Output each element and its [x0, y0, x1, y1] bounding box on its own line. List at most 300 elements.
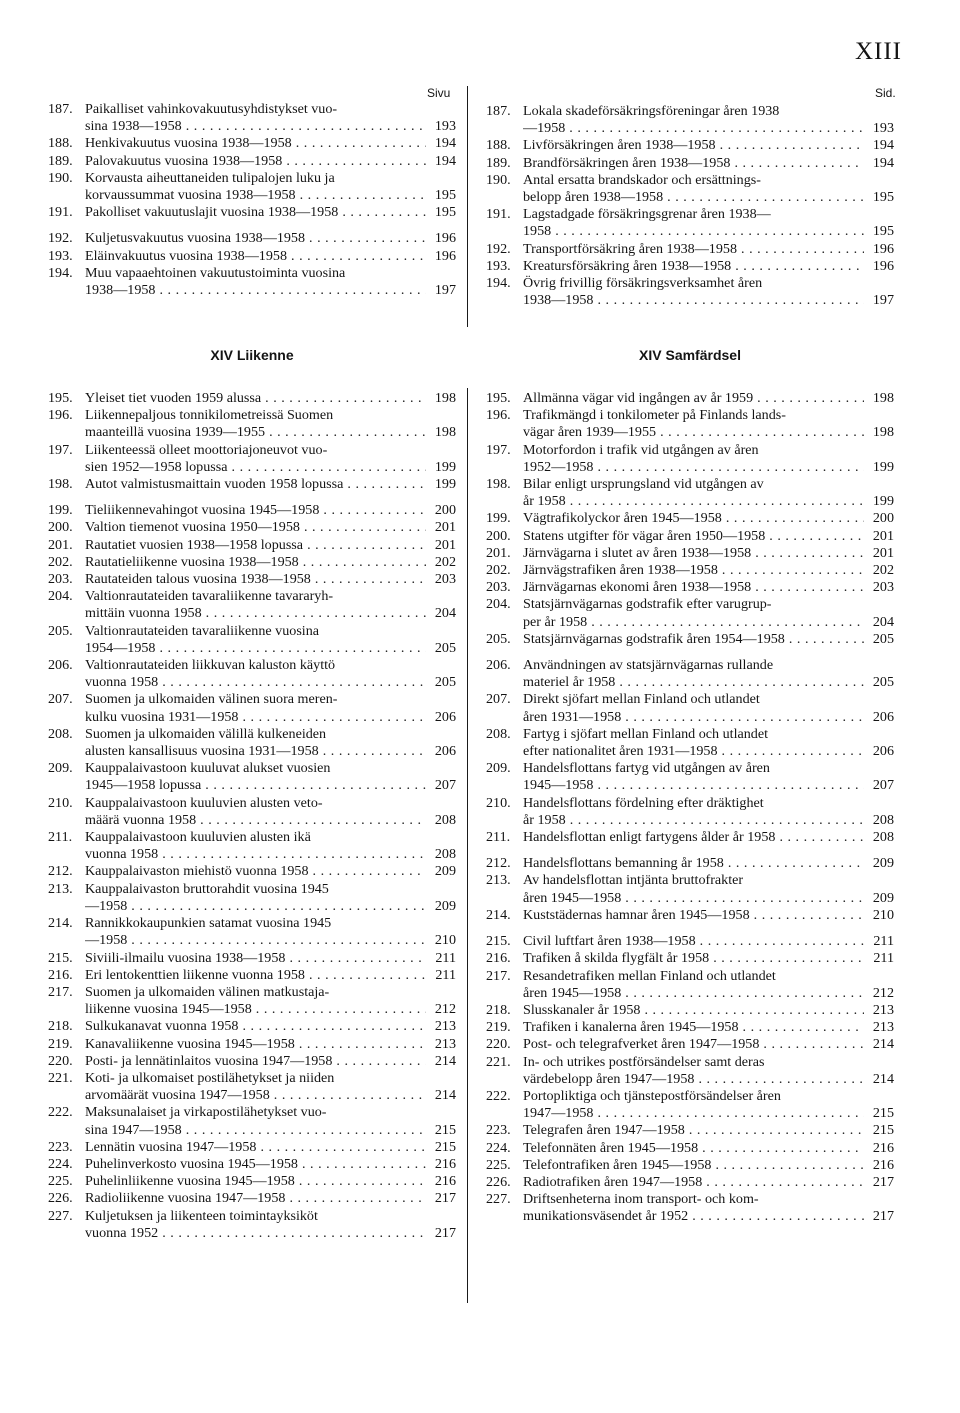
entry-number: 199.	[486, 510, 511, 527]
entry-body	[85, 101, 456, 135]
entry-text-line: Paikalliset vahinkovakuutusyhdistykset vuo-	[85, 101, 338, 117]
entry-body	[85, 1104, 456, 1138]
entry-body	[85, 390, 456, 407]
entry-page-number: 205	[434, 639, 456, 656]
toc-entry	[48, 1190, 456, 1207]
entry-page-number: 211	[873, 933, 894, 950]
entry-text-line: Kauppalaivastoon kuuluvien alusten veto-	[85, 794, 323, 811]
entry-body	[85, 1053, 456, 1070]
entry-title: Telefonnäten åren 1945—1958 . . .	[523, 1140, 864, 1157]
entry-last-line	[85, 640, 456, 657]
entry-page-number: 195	[872, 223, 894, 240]
entry-last-line	[523, 777, 894, 794]
toc-entry	[48, 1053, 456, 1070]
entry-number: 200.	[48, 519, 73, 536]
entry-page-number: 199	[872, 493, 894, 510]
toc-entry	[486, 829, 894, 846]
entry-last-line	[85, 863, 456, 880]
entry-body	[523, 1088, 894, 1122]
entry-last-line	[523, 855, 894, 872]
toc-entry	[486, 510, 894, 527]
entry-title: Puhelinliikenne vuosina 1945—1958 . . .	[85, 1173, 426, 1190]
entry-title: Posti- ja lennätinlaitos vuosina 1947—1958 . . .	[85, 1053, 426, 1070]
entry-number: 216.	[48, 966, 73, 983]
entry-title: vuonna 1958 . . .	[85, 674, 426, 691]
entry-title: år 1958 . . .	[523, 493, 864, 510]
entry-title: Puhelinverkosto vuosina 1945—1958 . . .	[85, 1156, 426, 1173]
entry-page-number: 216	[434, 1155, 456, 1172]
entry-last-line	[85, 1139, 456, 1156]
entry-last-line	[85, 571, 456, 588]
entry-page-number: 217	[872, 1208, 894, 1225]
toc-entry	[486, 241, 894, 258]
entry-text-line: Liikennepaljous tonnikilometreissä Suomen	[85, 407, 334, 424]
entry-body	[523, 855, 894, 872]
entry-text-line: Kauppalaivaston bruttorahdit vuosina 1945	[85, 880, 329, 897]
entry-body	[523, 476, 894, 510]
toc-entry	[48, 230, 456, 247]
toc-entry	[486, 1191, 894, 1225]
entry-text-line: Trafikmängd i tonkilometer på Finlands lands-	[523, 407, 786, 424]
entry-title: Telefontrafiken åren 1945—1958 . . .	[523, 1157, 864, 1174]
entry-number: 204.	[486, 596, 511, 613]
entry-body	[523, 1140, 894, 1157]
entry-page-number: 196	[434, 247, 456, 264]
toc-entry	[48, 1156, 456, 1173]
entry-last-line	[523, 189, 894, 206]
entry-title: Trafiken i kanalerna åren 1945—1958 . . .	[523, 1019, 864, 1036]
entry-last-line	[85, 846, 456, 863]
entry-number: 210.	[48, 794, 73, 811]
entry-page-number: 210	[434, 932, 456, 949]
entry-last-line	[85, 153, 456, 170]
entry-text-line: In- och utrikes postförsändelser samt deras	[523, 1053, 765, 1070]
entry-last-line	[523, 223, 894, 240]
entry-body	[85, 230, 456, 247]
entry-title: Handelsflottans bemanning år 1958 . . .	[523, 855, 864, 872]
entry-number: 224.	[486, 1139, 511, 1156]
divider-bottom	[467, 388, 468, 1303]
entry-number: 225.	[486, 1156, 511, 1173]
entry-page-number: 205	[872, 630, 894, 647]
entry-page-number: 217	[434, 1224, 456, 1241]
entry-last-line	[85, 554, 456, 571]
entry-number: 224.	[48, 1155, 73, 1172]
entry-last-line	[85, 118, 456, 135]
entry-page-number: 214	[872, 1070, 894, 1087]
entry-last-line	[85, 743, 456, 760]
entry-number: 190.	[48, 169, 73, 186]
entry-page-number: 194	[872, 137, 894, 154]
entry-page-number: 194	[872, 154, 894, 171]
entry-number: 202.	[486, 562, 511, 579]
toc-entry	[48, 863, 456, 880]
entry-page-number: 198	[872, 424, 894, 441]
entry-title: Statens utgifter för vägar åren 1950—1958 . . .	[523, 528, 864, 545]
entry-number: 190.	[486, 171, 511, 188]
toc-entry	[48, 795, 456, 829]
entry-text-line: Valtionrautateiden tavaraliikenne tavararyh-	[85, 588, 334, 605]
entry-title: Järnvägstrafiken åren 1938—1958 . . .	[523, 562, 864, 579]
entry-title: Slusskanaler år 1958 . . .	[523, 1002, 864, 1019]
entry-body	[85, 571, 456, 588]
toc-entry	[486, 390, 894, 407]
entry-number: 206.	[486, 657, 511, 674]
entry-number: 227.	[486, 1191, 511, 1208]
entry-number: 212.	[486, 855, 511, 872]
entry-last-line	[85, 187, 456, 204]
toc-entry	[48, 519, 456, 536]
entry-body	[85, 1156, 456, 1173]
entry-last-line	[85, 537, 456, 554]
entry-last-line	[85, 135, 456, 152]
entry-last-line	[523, 424, 894, 441]
entry-title: Vägtrafikolyckor åren 1945—1958 . . .	[523, 510, 864, 527]
toc-entry	[48, 407, 456, 441]
entry-title: —1958 . . .	[523, 120, 864, 137]
entry-number: 209.	[48, 760, 73, 777]
entry-page-number: 198	[434, 390, 456, 406]
entry-text-line: Rannikkokaupunkien satamat vuosina 1945	[85, 915, 332, 932]
entry-number: 200.	[486, 527, 511, 544]
entry-text-line: Användningen av statsjärnvägarnas rullande	[523, 657, 774, 674]
entry-title: Telegrafen åren 1947—1958 . . .	[523, 1122, 864, 1139]
entry-number: 188.	[486, 137, 511, 154]
entry-last-line	[85, 709, 456, 726]
entry-last-line	[85, 1053, 456, 1070]
entry-title: kulku vuosina 1931—1958 . . .	[85, 709, 426, 726]
entry-last-line	[85, 459, 456, 476]
entry-page-number: 197	[872, 292, 894, 309]
entry-text-line: Suomen ja ulkomaiden välinen suora meren-	[85, 691, 338, 708]
entry-text-line: Kauppalaivastoon kuuluvat alukset vuosien	[85, 760, 331, 777]
entry-body	[523, 829, 894, 846]
entry-last-line	[85, 1156, 456, 1173]
entry-page-number: 195	[434, 187, 456, 204]
entry-text-line: Valtionrautateiden liikkuvan kaluston käyttö	[85, 657, 336, 674]
toc-entry	[48, 829, 456, 863]
entry-page-number: 202	[872, 562, 894, 579]
entry-page-number: 209	[872, 855, 894, 872]
entry-body	[523, 907, 894, 924]
entry-body	[523, 872, 894, 906]
entry-body	[85, 829, 456, 863]
entry-title: Handelsflottan enligt fartygens ålder år 1958 . . .	[523, 829, 864, 846]
entry-body	[85, 554, 456, 571]
entry-number: 192.	[486, 240, 511, 257]
entry-last-line	[85, 967, 456, 984]
entry-page-number: 201	[434, 536, 456, 553]
entry-title: Siviili-ilmailu vuosina 1938—1958 . . .	[85, 950, 426, 967]
entry-text-line: Portopliktiga och tjänstepostförsändelser åren	[523, 1087, 781, 1104]
toc-entry	[486, 155, 894, 172]
entry-last-line	[85, 1173, 456, 1190]
entry-body	[85, 967, 456, 984]
toc-entry	[486, 172, 894, 206]
entry-body	[523, 596, 894, 630]
entry-number: 214.	[48, 915, 73, 932]
toc-entry	[48, 571, 456, 588]
entry-number: 201.	[48, 536, 73, 553]
entry-title: Post- och telegrafverket åren 1947—1958 . . .	[523, 1036, 864, 1053]
toc-entry	[486, 442, 894, 476]
entry-last-line	[85, 390, 456, 407]
left-page-column-label: Sivu	[427, 86, 451, 100]
entry-title: Sulkukanavat vuonna 1958 . . .	[85, 1018, 426, 1035]
entry-body	[85, 537, 456, 554]
entry-body	[85, 984, 456, 1018]
entry-body	[523, 103, 894, 137]
toc-entry	[486, 1054, 894, 1088]
toc-entry	[486, 476, 894, 510]
entry-last-line	[523, 950, 894, 967]
entry-page-number: 212	[872, 984, 894, 1001]
toc-entry	[486, 1002, 894, 1019]
toc-entry	[48, 623, 456, 657]
entry-number: 189.	[486, 154, 511, 171]
entry-last-line	[523, 292, 894, 309]
entry-number: 202.	[48, 553, 73, 570]
entry-last-line	[523, 1174, 894, 1191]
entry-text-line: Driftsenheterna inom transport- och kom-	[523, 1191, 759, 1208]
toc-entry	[48, 881, 456, 915]
entry-number: 207.	[486, 691, 511, 708]
entry-body	[85, 691, 456, 725]
entry-title: Pakolliset vakuutuslajit vuosina 1938—1958 . . .	[85, 204, 426, 221]
right-page-column-label: Sid.	[875, 86, 896, 100]
entry-number: 211.	[48, 829, 73, 846]
entry-body	[85, 950, 456, 967]
entry-last-line	[523, 933, 894, 950]
entry-page-number: 205	[872, 674, 894, 691]
entry-body	[523, 155, 894, 172]
entry-title: Rautatiet vuosien 1938—1958 lopussa . . .	[85, 537, 426, 554]
toc-entry	[486, 968, 894, 1002]
entry-last-line	[523, 890, 894, 907]
entry-title: 1945—1958 . . .	[523, 777, 864, 794]
toc-entry	[486, 1088, 894, 1122]
toc-entry	[48, 537, 456, 554]
entry-page-number: 199	[434, 458, 456, 475]
entry-body	[85, 153, 456, 170]
entry-last-line	[85, 932, 456, 949]
entry-text-line: Koti- ja ulkomaiset postilähetykset ja niiden	[85, 1069, 335, 1086]
entry-page-number: 208	[434, 811, 456, 828]
entry-number: 215.	[48, 949, 73, 966]
entry-last-line	[523, 709, 894, 726]
entry-last-line	[523, 459, 894, 476]
entry-body	[85, 1070, 456, 1104]
entry-body	[523, 726, 894, 760]
entry-number: 226.	[486, 1173, 511, 1190]
entry-body	[85, 623, 456, 657]
entry-number: 210.	[486, 794, 511, 811]
entry-title: Radiotrafiken åren 1947—1958 . . .	[523, 1174, 864, 1191]
entry-title: sina 1938—1958 . . .	[85, 118, 426, 135]
entry-page-number: 198	[872, 390, 894, 406]
entry-text-line: Direkt sjöfart mellan Finland och utlandet	[523, 691, 760, 708]
entry-last-line	[523, 120, 894, 137]
entry-body	[85, 170, 456, 204]
entry-title: Järnvägarnas ekonomi åren 1938—1958 . . .	[523, 579, 864, 596]
entry-body	[523, 442, 894, 476]
toc-entry	[486, 1122, 894, 1139]
entry-number: 201.	[486, 544, 511, 561]
toc-bottom-right	[486, 390, 894, 1226]
entry-body	[85, 588, 456, 622]
entry-title: arvomäärät vuosina 1947—1958 . . .	[85, 1087, 426, 1104]
entry-title: åren 1931—1958 . . .	[523, 709, 864, 726]
entry-text-line: Muu vapaaehtoinen vakuutustoiminta vuosina	[85, 264, 346, 281]
entry-page-number: 199	[872, 458, 894, 475]
entry-title: 1952—1958 . . .	[523, 459, 864, 476]
toc-entry	[48, 1173, 456, 1190]
entry-number: 193.	[486, 257, 511, 274]
entry-number: 213.	[486, 872, 511, 889]
entry-page-number: 205	[434, 674, 456, 691]
toc-entry	[486, 275, 894, 309]
entry-page-number: 196	[434, 230, 456, 247]
toc-entry	[486, 528, 894, 545]
entry-number: 194.	[486, 275, 511, 292]
entry-page-number: 215	[434, 1138, 456, 1155]
entry-body	[85, 135, 456, 152]
entry-number: 195.	[48, 390, 73, 406]
entry-title: 1938—1958 . . .	[523, 292, 864, 309]
entry-title: —1958 . . .	[85, 932, 426, 949]
entry-body	[85, 519, 456, 536]
entry-number: 206.	[48, 657, 73, 674]
toc-entry	[48, 390, 456, 407]
entry-text-line: Fartyg i sjöfart mellan Finland och utlandet	[523, 725, 769, 742]
entry-last-line	[85, 1190, 456, 1207]
entry-number: 205.	[486, 630, 511, 647]
entry-number: 223.	[486, 1122, 511, 1139]
entry-number: 194.	[48, 264, 73, 281]
entry-text-line: Övrig frivillig försäkringsverksamhet åren	[523, 275, 763, 292]
entry-number: 196.	[486, 407, 511, 424]
toc-entry	[486, 950, 894, 967]
toc-entry	[48, 204, 456, 221]
entry-number: 204.	[48, 588, 73, 605]
entry-title: korvaussummat vuosina 1938—1958 . . .	[85, 187, 426, 204]
toc-top-right	[486, 103, 894, 309]
toc-entry	[486, 579, 894, 596]
entry-title: Civil luftfart åren 1938—1958 . . .	[523, 933, 864, 950]
toc-entry	[486, 137, 894, 154]
toc-entry	[486, 855, 894, 872]
entry-page-number: 216	[434, 1173, 456, 1190]
entry-page-number: 198	[434, 424, 456, 441]
entry-last-line	[523, 258, 894, 275]
entry-last-line	[523, 562, 894, 579]
entry-title: mittäin vuonna 1958 . . .	[85, 605, 426, 622]
entry-number: 188.	[48, 135, 73, 152]
entry-text-line: Handelsflottans fördelning efter dräktighet	[523, 794, 764, 811]
toc-entry	[48, 984, 456, 1018]
entry-last-line	[523, 674, 894, 691]
toc-entry	[486, 206, 894, 240]
entry-body	[523, 258, 894, 275]
entry-page-number: 200	[434, 502, 456, 519]
entry-title: määrä vuonna 1958 . . .	[85, 812, 426, 829]
entry-page-number: 211	[435, 966, 456, 983]
toc-entry	[48, 442, 456, 476]
toc-entry	[48, 1104, 456, 1138]
entry-body	[85, 204, 456, 221]
toc-entry	[48, 726, 456, 760]
toc-bottom-left	[48, 390, 456, 1242]
entry-title: Kreatursförsäkring åren 1938—1958 . . .	[523, 258, 864, 275]
entry-page-number: 194	[434, 135, 456, 152]
entry-body	[85, 863, 456, 880]
toc-entry	[48, 588, 456, 622]
entry-last-line	[85, 519, 456, 536]
entry-body	[85, 760, 456, 794]
entry-body	[523, 1036, 894, 1053]
entry-page-number: 195	[434, 204, 456, 221]
entry-body	[523, 275, 894, 309]
entry-title: belopp åren 1938—1958 . . .	[523, 189, 864, 206]
entry-body	[523, 933, 894, 950]
toc-entry	[486, 545, 894, 562]
entry-page-number: 201	[872, 527, 894, 544]
entry-last-line	[85, 230, 456, 247]
entry-number: 218.	[486, 1001, 511, 1018]
entry-title: materiel år 1958 . . .	[523, 674, 864, 691]
entry-title: liikenne vuosina 1945—1958 . . .	[85, 1001, 426, 1018]
toc-entry	[486, 631, 894, 648]
entry-last-line	[523, 614, 894, 631]
entry-number: 219.	[48, 1035, 73, 1052]
entry-last-line	[85, 1087, 456, 1104]
toc-entry	[48, 1208, 456, 1242]
entry-body	[85, 1190, 456, 1207]
entry-text-line: Resandetrafiken mellan Finland och utlandet	[523, 967, 776, 984]
toc-entry	[48, 135, 456, 152]
entry-last-line	[523, 510, 894, 527]
entry-body	[523, 241, 894, 258]
entry-number: 220.	[48, 1052, 73, 1069]
entry-body	[85, 502, 456, 519]
entry-text-line: Statsjärnvägarnas godstrafik efter varugrup-	[523, 596, 772, 613]
entry-number: 219.	[486, 1019, 511, 1036]
toc-entry	[48, 1070, 456, 1104]
entry-body	[523, 631, 894, 648]
entry-page-number: 211	[435, 949, 456, 966]
entry-title: Kanavaliikenne vuosina 1945—1958 . . .	[85, 1036, 426, 1053]
entry-page-number: 211	[873, 950, 894, 967]
entry-number: 203.	[486, 579, 511, 596]
entry-title: Autot valmistusmaittain vuoden 1958 lopussa . . .	[85, 476, 426, 493]
entry-page-number: 215	[872, 1105, 894, 1122]
entry-page-number: 206	[872, 743, 894, 760]
toc-entry	[48, 915, 456, 949]
entry-title: 1954—1958 . . .	[85, 640, 426, 657]
entry-last-line	[523, 631, 894, 648]
entry-number: 209.	[486, 760, 511, 777]
entry-body	[85, 1208, 456, 1242]
entry-text-line: Lokala skadeförsäkringsföreningar åren 1938	[523, 103, 780, 119]
entry-page-number: 214	[872, 1036, 894, 1053]
entry-page-number: 193	[872, 120, 894, 137]
page-number: XIII	[854, 38, 902, 65]
entry-body	[523, 691, 894, 725]
section-heading-samfardsel: XIV Samfärdsel	[639, 347, 741, 363]
entry-number: 214.	[486, 906, 511, 923]
entry-body	[523, 579, 894, 596]
entry-body	[523, 545, 894, 562]
